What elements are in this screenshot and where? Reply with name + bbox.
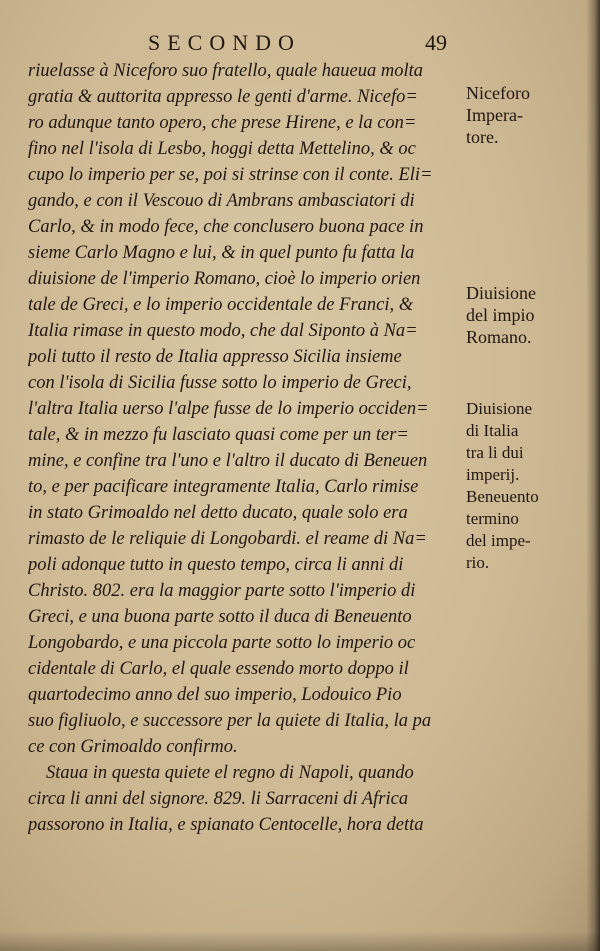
text-line: Christo. 802. era la maggior parte sotto l'imperio di [28, 581, 416, 601]
text-line: Longobardo, e una piccola parte sotto lo imperio oc [28, 633, 416, 653]
margin-note-line: Niceforo [466, 83, 530, 103]
margin-note [466, 282, 584, 348]
text-line: poli tutto il resto de Italia appresso Sicilia insieme [28, 347, 402, 367]
text-line: riuelasse à Niceforo suo fratello, quale haueua molta [28, 61, 423, 81]
page-edge-shadow [586, 0, 600, 951]
margin-note-line: Diuisione [466, 283, 536, 303]
text-line: poli adonque tutto in questo tempo, circa li anni di [28, 555, 404, 575]
margin-note [466, 398, 584, 574]
text-line: diuisione de l'imperio Romano, cioè lo imperio orien [28, 269, 421, 289]
text-line: fino nel l'isola di Lesbo, hoggi detta Mettelino, & oc [28, 139, 416, 159]
text-line: Staua in questa quiete el regno di Napoli, quando [46, 763, 414, 783]
running-head: SECONDO [148, 30, 301, 55]
text-line: mine, e confine tra l'uno e l'altro il ducato di Beneuen [28, 451, 428, 471]
text-line: ce con Grimoaldo confirmo. [28, 737, 238, 757]
text-line: circa li anni del signore. 829. li Sarraceni di Africa [28, 789, 409, 809]
margin-note-line: tra li dui [466, 443, 524, 462]
text-line: gando, e con il Vescouo di Ambrans ambasciatori di [28, 191, 415, 211]
page-bottom-shadow [0, 931, 600, 951]
margin-note-line: del impe- [466, 531, 531, 550]
margin-note-line: del impio [466, 305, 535, 325]
text-line: l'altra Italia uerso l'alpe fusse de lo imperio occiden= [28, 399, 429, 419]
text-line: to, e per pacificare integramente Italia, Carlo rimise [28, 477, 419, 497]
text-line: rimasto de le reliquie di Longobardi. el reame di Na= [28, 529, 427, 549]
margin-note-line: imperij. [466, 465, 520, 484]
margin-note-line: Beneuento [466, 487, 539, 506]
text-line: con l'isola di Sicilia fusse sotto lo imperio de Greci, [28, 373, 412, 393]
margin-note-line: rio. [466, 553, 490, 572]
margin-note [466, 82, 584, 148]
text-line: tale de Greci, e lo imperio occidentale de Franci, & [28, 295, 414, 315]
margin-note-line: Impera- [466, 105, 523, 125]
text-line: Italia rimase in questo modo, che dal Siponto à Na= [28, 321, 418, 341]
text-line: gratia & auttorita appresso le genti d'arme. Nicefo= [28, 87, 418, 107]
text-line: ro adunque tanto opero, che prese Hirene, e la con= [28, 113, 417, 133]
text-line: cidentale di Carlo, el quale essendo morto doppo il [28, 659, 409, 679]
text-line: suo figliuolo, e successore per la quiete di Italia, la pa [28, 711, 432, 731]
page-number: 49 [425, 30, 447, 55]
margin-note-line: Romano. [466, 327, 532, 347]
margin-note-line: Diuisione [466, 399, 533, 418]
text-line: in stato Grimoaldo nel detto ducato, quale solo era [28, 503, 408, 523]
text-line: tale, & in mezzo fu lasciato quasi come per un ter= [28, 425, 409, 445]
text-line: cupo lo imperio per se, poi si strinse con il conte. Eli= [28, 165, 433, 185]
margin-note-line: termino [466, 509, 519, 528]
text-line: Carlo, & in modo fece, che conclusero buona pace in [28, 217, 424, 237]
margin-note-line: di Italia [466, 421, 519, 440]
text-line: passorono in Italia, e spianato Centocelle, hora detta [28, 815, 424, 835]
margin-note-line: tore. [466, 127, 499, 147]
text-line: sieme Carlo Magno e lui, & in quel punto fu fatta la [28, 243, 415, 263]
text-line: Greci, e una buona parte sotto il duca di Beneuento [28, 607, 412, 627]
text-line: quartodecimo anno del suo imperio, Lodouico Pio [28, 685, 402, 705]
